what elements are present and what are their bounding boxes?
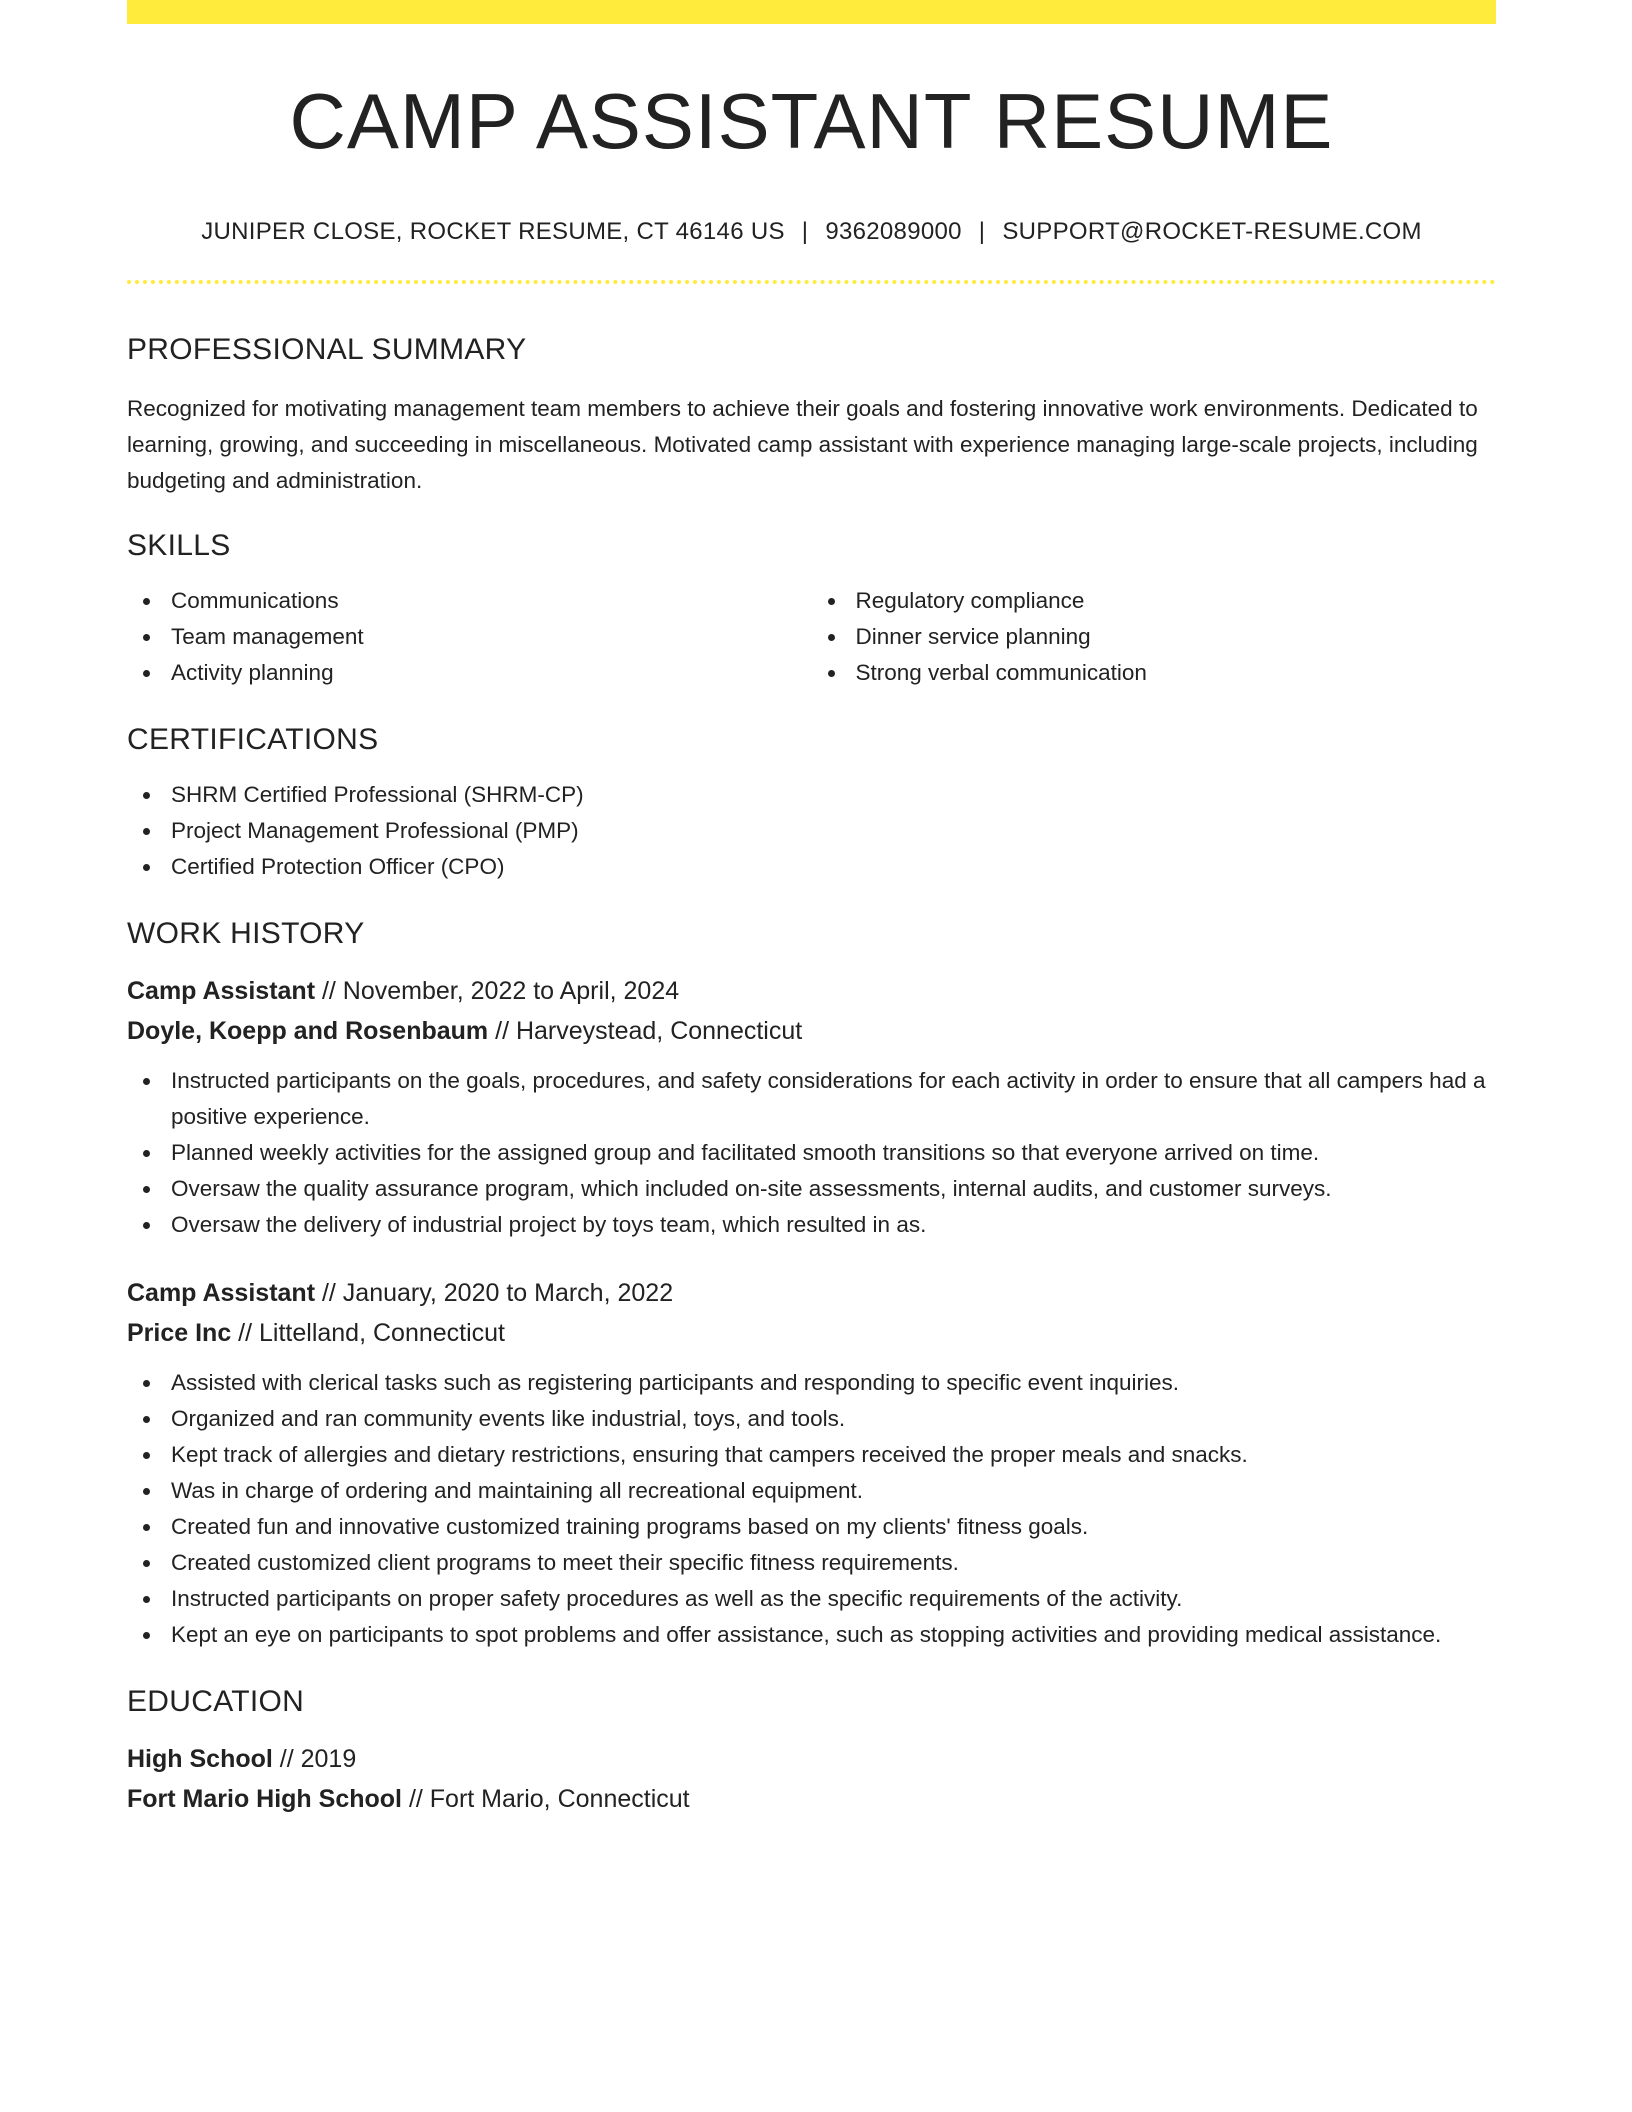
dotted-divider xyxy=(127,280,1496,284)
job-bullet: Instructed participants on the goals, procedures, and safety considerations for each activity in order to ensure that all campers had a positive experience. xyxy=(127,1063,1496,1135)
skills-list xyxy=(127,583,1496,691)
skill-item: Regulatory compliance xyxy=(812,583,1497,619)
job-company-line xyxy=(127,1313,1496,1353)
resume-page xyxy=(127,0,1496,1819)
certification-item: Project Management Professional (PMP) xyxy=(127,813,1496,849)
job-title-line xyxy=(127,971,1496,1011)
contact-separator: | xyxy=(801,218,809,245)
job-company-line xyxy=(127,1011,1496,1051)
job-company: Doyle, Koepp and Rosenbaum xyxy=(127,1017,489,1045)
job-bullet: Assisted with clerical tasks such as registering participants and responding to specific event inquiries. xyxy=(127,1365,1496,1401)
education-location: // Fort Mario, Connecticut xyxy=(402,1785,690,1813)
education-degree: High School xyxy=(127,1745,273,1773)
skill-item: Communications xyxy=(127,583,812,619)
job-bullet: Oversaw the delivery of industrial project by toys team, which resulted in as. xyxy=(127,1207,1496,1243)
job-company: Price Inc xyxy=(127,1319,232,1347)
job-bullet-list xyxy=(127,1365,1496,1653)
contact-phone: 9362089000 xyxy=(825,218,962,245)
job-bullet: Created customized client programs to meet their specific fitness requirements. xyxy=(127,1545,1496,1581)
summary-heading: PROFESSIONAL SUMMARY xyxy=(127,333,527,366)
education-school: Fort Mario High School xyxy=(127,1785,402,1813)
certifications-heading: CERTIFICATIONS xyxy=(127,723,379,756)
job-bullet: Kept an eye on participants to spot problems and offer assistance, such as stopping activities and providing medical assistance. xyxy=(127,1617,1496,1653)
education-school-line xyxy=(127,1779,1496,1819)
job-bullet: Organized and ran community events like industrial, toys, and tools. xyxy=(127,1401,1496,1437)
certifications-list xyxy=(127,777,1496,885)
education-heading: EDUCATION xyxy=(127,1685,305,1718)
certification-item: Certified Protection Officer (CPO) xyxy=(127,849,1496,885)
skills-heading: SKILLS xyxy=(127,529,231,562)
job-bullet: Planned weekly activities for the assigned group and facilitated smooth transitions so that everyone arrived on time. xyxy=(127,1135,1496,1171)
job-title: Camp Assistant xyxy=(127,1279,316,1307)
certification-item: SHRM Certified Professional (SHRM-CP) xyxy=(127,777,1496,813)
job-bullet: Created fun and innovative customized training programs based on my clients' fitness goals. xyxy=(127,1509,1496,1545)
job-dates: // November, 2022 to April, 2024 xyxy=(315,977,680,1005)
skill-item: Team management xyxy=(127,619,812,655)
job-bullet: Oversaw the quality assurance program, which included on-site assessments, internal audits, and customer surveys. xyxy=(127,1171,1496,1207)
skills-column-left xyxy=(127,583,812,691)
contact-line xyxy=(127,218,1496,246)
education-year: // 2019 xyxy=(272,1745,357,1773)
job-location: // Harveystead, Connecticut xyxy=(488,1017,803,1045)
job-bullet: Kept track of allergies and dietary restrictions, ensuring that campers received the proper meals and snacks. xyxy=(127,1437,1496,1473)
accent-bar xyxy=(127,0,1496,24)
job-title-line xyxy=(127,1273,1496,1313)
skill-item: Activity planning xyxy=(127,655,812,691)
contact-separator: | xyxy=(978,218,986,245)
job-bullet-list xyxy=(127,1063,1496,1243)
summary-text: Recognized for motivating management team members to achieve their goals and fostering innovative work environments. Dedicated to learning, growing, and succeeding in miscellaneous. Motivated camp assistant with experience managing large-scale projects, including budgeting and administration. xyxy=(127,396,1478,493)
resume-title: CAMP ASSISTANT RESUME xyxy=(289,77,1334,165)
job-bullet: Was in charge of ordering and maintaining all recreational equipment. xyxy=(127,1473,1496,1509)
education-degree-line xyxy=(127,1739,1496,1779)
job-bullet: Instructed participants on proper safety procedures as well as the specific requirements of the activity. xyxy=(127,1581,1496,1617)
work-history-heading: WORK HISTORY xyxy=(127,917,365,950)
skill-item: Strong verbal communication xyxy=(812,655,1497,691)
job-title: Camp Assistant xyxy=(127,977,316,1005)
skills-column-right xyxy=(812,583,1497,691)
job-dates: // January, 2020 to March, 2022 xyxy=(315,1279,674,1307)
job-location: // Littelland, Connecticut xyxy=(231,1319,506,1347)
contact-email[interactable]: SUPPORT@ROCKET-RESUME.COM xyxy=(1002,218,1422,245)
contact-address: JUNIPER CLOSE, ROCKET RESUME, CT 46146 US xyxy=(201,218,785,245)
skill-item: Dinner service planning xyxy=(812,619,1497,655)
